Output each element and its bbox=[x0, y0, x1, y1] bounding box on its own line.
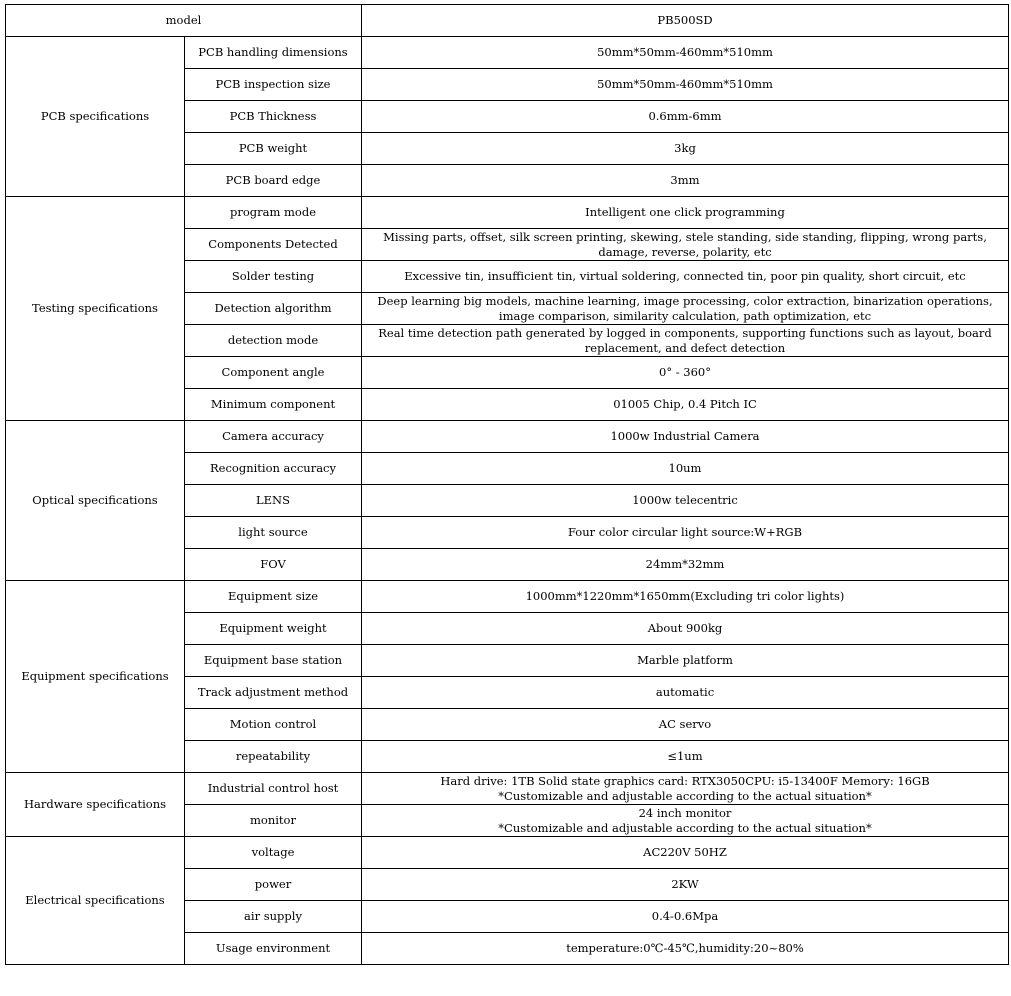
spec-value-text: Hard drive: 1TB Solid state graphics card: RTX3050CPU: i5-13400F Memory: 16GB bbox=[440, 773, 930, 788]
spec-value-text: Real time detection path generated by logged in components, supporting functions such as layout, board replacement, and defect detection bbox=[378, 325, 992, 355]
spec-label: PCB Thickness bbox=[185, 101, 362, 133]
spec-label: Component angle bbox=[185, 357, 362, 389]
model-row bbox=[6, 5, 1009, 37]
spec-label: Equipment weight bbox=[185, 613, 362, 645]
spec-value bbox=[362, 549, 1009, 581]
spec-value-text: 2KW bbox=[671, 877, 699, 891]
spec-value-text: temperature:0℃-45℃,humidity:20~80% bbox=[566, 941, 804, 955]
spec-value bbox=[362, 293, 1009, 325]
spec-value bbox=[362, 37, 1009, 69]
model-value: PB500SD bbox=[362, 5, 1009, 37]
spec-value-text: 24 inch monitor bbox=[638, 805, 732, 820]
group-equipment-specifications: Equipment specifications bbox=[6, 581, 185, 773]
spec-value bbox=[362, 901, 1009, 933]
spec-row bbox=[6, 773, 1009, 805]
spec-value bbox=[362, 613, 1009, 645]
group-electrical-specifications: Electrical specifications bbox=[6, 837, 185, 965]
spec-value-text: 0.6mm-6mm bbox=[648, 109, 722, 123]
spec-value bbox=[362, 773, 1009, 805]
spec-row bbox=[6, 37, 1009, 69]
spec-value-text: 10um bbox=[668, 461, 702, 475]
spec-label: detection mode bbox=[185, 325, 362, 357]
spec-label: Solder testing bbox=[185, 261, 362, 293]
spec-value-text: automatic bbox=[655, 685, 715, 699]
spec-value bbox=[362, 485, 1009, 517]
spec-value bbox=[362, 805, 1009, 837]
spec-value bbox=[362, 229, 1009, 261]
group-pcb-specifications: PCB specifications bbox=[6, 37, 185, 197]
spec-row bbox=[6, 837, 1009, 869]
spec-value-text: 24mm*32mm bbox=[645, 557, 725, 571]
spec-table bbox=[5, 4, 1009, 965]
group-optical-specifications: Optical specifications bbox=[6, 421, 185, 581]
spec-value bbox=[362, 709, 1009, 741]
spec-value-text: 3kg bbox=[674, 141, 696, 155]
spec-label: air supply bbox=[185, 901, 362, 933]
spec-value bbox=[362, 69, 1009, 101]
spec-value-text: 1000mm*1220mm*1650mm(Excluding tri color lights) bbox=[525, 589, 845, 603]
spec-value-text: Marble platform bbox=[637, 653, 733, 667]
spec-value bbox=[362, 581, 1009, 613]
spec-label: light source bbox=[185, 517, 362, 549]
spec-value bbox=[362, 421, 1009, 453]
spec-value-text: 0.4-0.6Mpa bbox=[651, 909, 719, 923]
model-label: model bbox=[6, 5, 362, 37]
spec-label: program mode bbox=[185, 197, 362, 229]
spec-row bbox=[6, 197, 1009, 229]
spec-label: FOV bbox=[185, 549, 362, 581]
spec-value-text: AC220V 50HZ bbox=[643, 845, 727, 859]
spec-value-text: 0° - 360° bbox=[659, 365, 711, 379]
spec-label: PCB inspection size bbox=[185, 69, 362, 101]
spec-table-body bbox=[6, 5, 1009, 965]
spec-value bbox=[362, 165, 1009, 197]
spec-value-text: AC servo bbox=[658, 717, 712, 731]
spec-label: Minimum component bbox=[185, 389, 362, 421]
spec-value bbox=[362, 357, 1009, 389]
spec-label: Camera accuracy bbox=[185, 421, 362, 453]
spec-value bbox=[362, 261, 1009, 293]
spec-value-note: *Customizable and adjustable according to the actual situation* bbox=[498, 788, 872, 803]
spec-value-text: Intelligent one click programming bbox=[585, 205, 785, 219]
spec-value-text: 3mm bbox=[670, 173, 700, 187]
spec-value-text: Four color circular light source:W+RGB bbox=[567, 525, 803, 539]
spec-value-note: *Customizable and adjustable according to the actual situation* bbox=[498, 820, 872, 835]
spec-label: Track adjustment method bbox=[185, 677, 362, 709]
spec-value-text: 01005 Chip, 0.4 Pitch IC bbox=[613, 397, 757, 411]
spec-label: Equipment base station bbox=[185, 645, 362, 677]
spec-label: Motion control bbox=[185, 709, 362, 741]
spec-label: repeatability bbox=[185, 741, 362, 773]
spec-label: Components Detected bbox=[185, 229, 362, 261]
group-hardware-specifications: Hardware specifications bbox=[6, 773, 185, 837]
spec-value bbox=[362, 869, 1009, 901]
spec-value-text: 50mm*50mm-460mm*510mm bbox=[597, 45, 773, 59]
spec-value bbox=[362, 453, 1009, 485]
spec-value bbox=[362, 325, 1009, 357]
spec-value-text: 1000w Industrial Camera bbox=[610, 429, 760, 443]
group-testing-specifications: Testing specifications bbox=[6, 197, 185, 421]
spec-value-text: About 900kg bbox=[647, 621, 723, 635]
spec-value-text: Excessive tin, insufficient tin, virtual soldering, connected tin, poor pin quality, short circuit, etc bbox=[404, 269, 966, 283]
spec-value bbox=[362, 133, 1009, 165]
spec-value-text: 1000w telecentric bbox=[632, 493, 738, 507]
spec-label: Usage environment bbox=[185, 933, 362, 965]
spec-value bbox=[362, 389, 1009, 421]
spec-value bbox=[362, 517, 1009, 549]
spec-value bbox=[362, 741, 1009, 773]
spec-label: PCB weight bbox=[185, 133, 362, 165]
spec-label: PCB board edge bbox=[185, 165, 362, 197]
spec-value bbox=[362, 101, 1009, 133]
spec-value-text: ≤1um bbox=[667, 749, 703, 763]
spec-value-text: 50mm*50mm-460mm*510mm bbox=[597, 77, 773, 91]
spec-value bbox=[362, 645, 1009, 677]
spec-row bbox=[6, 581, 1009, 613]
spec-label: monitor bbox=[185, 805, 362, 837]
spec-value bbox=[362, 677, 1009, 709]
spec-value-text: Deep learning big models, machine learning, image processing, color extraction, binarization operations, image comparison, similarity calculation, path optimization, etc bbox=[377, 293, 993, 323]
spec-value-text: Missing parts, offset, silk screen printing, skewing, stele standing, side standing, flipping, wrong parts, damage, reverse, polarity, etc bbox=[383, 229, 987, 259]
spec-row bbox=[6, 421, 1009, 453]
spec-value bbox=[362, 933, 1009, 965]
spec-label: Equipment size bbox=[185, 581, 362, 613]
spec-label: PCB handling dimensions bbox=[185, 37, 362, 69]
spec-value bbox=[362, 837, 1009, 869]
spec-label: Detection algorithm bbox=[185, 293, 362, 325]
spec-label: LENS bbox=[185, 485, 362, 517]
spec-label: power bbox=[185, 869, 362, 901]
spec-value bbox=[362, 197, 1009, 229]
spec-label: Industrial control host bbox=[185, 773, 362, 805]
spec-label: Recognition accuracy bbox=[185, 453, 362, 485]
spec-label: voltage bbox=[185, 837, 362, 869]
